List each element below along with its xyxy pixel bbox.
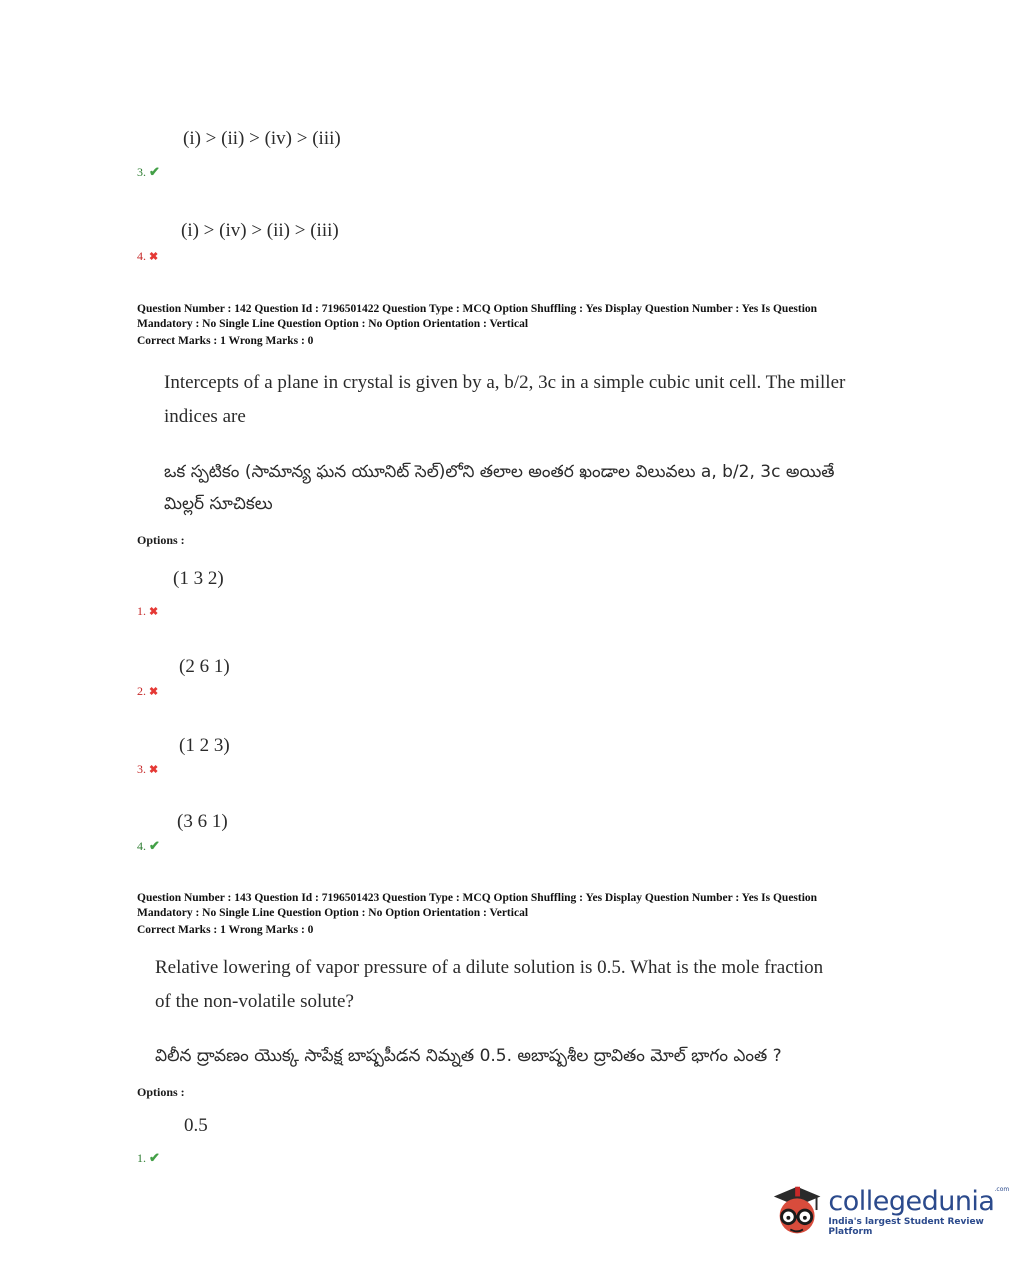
question-meta: [137, 302, 897, 349]
option-text: (3 6 1): [177, 811, 228, 832]
logo-text: [828, 1186, 1025, 1237]
logo-tagline: India's largest Student Review Platform: [828, 1216, 984, 1237]
question-line: విలీన ద్రావణం యొక్క సాపేక్ష బాష్పపీడన నిమ్నత 0.5. అబాష్పశీల ద్రావితం మోల్ భాగం ఎంత ?: [155, 1046, 782, 1066]
meta-line: Mandatory : No Single Line Question Option : No Option Orientation : Vertical: [137, 907, 529, 919]
question-line: ఒక స్పటికం (సామాన్య ఘన యూనిట్ సెల్)లోని తలాల అంతర ఖండాల విలువలు a, b/2, 3c అయితే: [164, 462, 835, 482]
question-meta: [137, 891, 897, 938]
options-label: Options :: [137, 533, 185, 547]
option-index: 4.: [137, 249, 146, 263]
option-text: (1 3 2): [173, 568, 224, 589]
option-number: [137, 838, 160, 854]
meta-line: Mandatory : No Single Line Question Option : No Option Orientation : Vertical: [137, 318, 529, 330]
option-text: (i) > (ii) > (iv) > (iii): [183, 128, 341, 149]
option-index: 3.: [137, 762, 146, 776]
option-text: (2 6 1): [179, 656, 230, 677]
question-line: indices are: [164, 406, 246, 427]
question-text-telugu: [155, 1040, 782, 1072]
cross-icon: ✖: [149, 686, 159, 698]
check-icon: ✔: [149, 164, 160, 179]
question-text-telugu: [164, 456, 835, 520]
cross-icon: ✖: [149, 251, 159, 263]
option-index: 1.: [137, 1150, 146, 1165]
logo-dotcom: .com: [994, 1185, 1010, 1193]
option-index: 1.: [137, 604, 146, 618]
option-number: [137, 604, 158, 619]
question-line: Relative lowering of vapor pressure of a dilute solution is 0.5. What is the mole fraction: [155, 957, 824, 978]
option-number: [137, 1150, 160, 1166]
question-line: of the non-volatile solute?: [155, 991, 354, 1012]
meta-line: Correct Marks : 1 Wrong Marks : 0: [137, 924, 314, 936]
question-line: Intercepts of a plane in crystal is given by a, b/2, 3c in a simple cubic unit cell. The miller: [164, 372, 846, 393]
check-icon: ✔: [149, 1150, 160, 1165]
option-text: (1 2 3): [179, 735, 230, 756]
meta-line: Question Number : 142 Question Id : 7196501422 Question Type : MCQ Option Shuffling : Yes Display Question Number : Yes Is Question: [137, 303, 818, 315]
question-text-english: [164, 366, 845, 434]
option-number: [137, 164, 160, 180]
question-text-english: [155, 951, 823, 1019]
option-number: [137, 762, 158, 777]
logo-name: collegedunia: [828, 1185, 995, 1217]
meta-line: Correct Marks : 1 Wrong Marks : 0: [137, 335, 314, 347]
cross-icon: ✖: [149, 764, 159, 776]
option-index: 3.: [137, 164, 146, 179]
mascot-icon: [768, 1180, 822, 1242]
option-text: (i) > (iv) > (ii) > (iii): [181, 220, 339, 241]
collegedunia-logo[interactable]: [768, 1180, 1025, 1242]
option-text: 0.5: [184, 1115, 208, 1136]
question-line: మిల్లర్ సూచికలు: [164, 494, 273, 514]
check-icon: ✔: [149, 838, 160, 853]
cross-icon: ✖: [149, 606, 159, 618]
option-index: 2.: [137, 684, 146, 698]
meta-line: Question Number : 143 Question Id : 7196501423 Question Type : MCQ Option Shuffling : Yes Display Question Number : Yes Is Question: [137, 892, 818, 904]
options-label: Options :: [137, 1085, 185, 1099]
option-number: [137, 249, 158, 264]
option-index: 4.: [137, 838, 146, 853]
option-number: [137, 684, 158, 699]
